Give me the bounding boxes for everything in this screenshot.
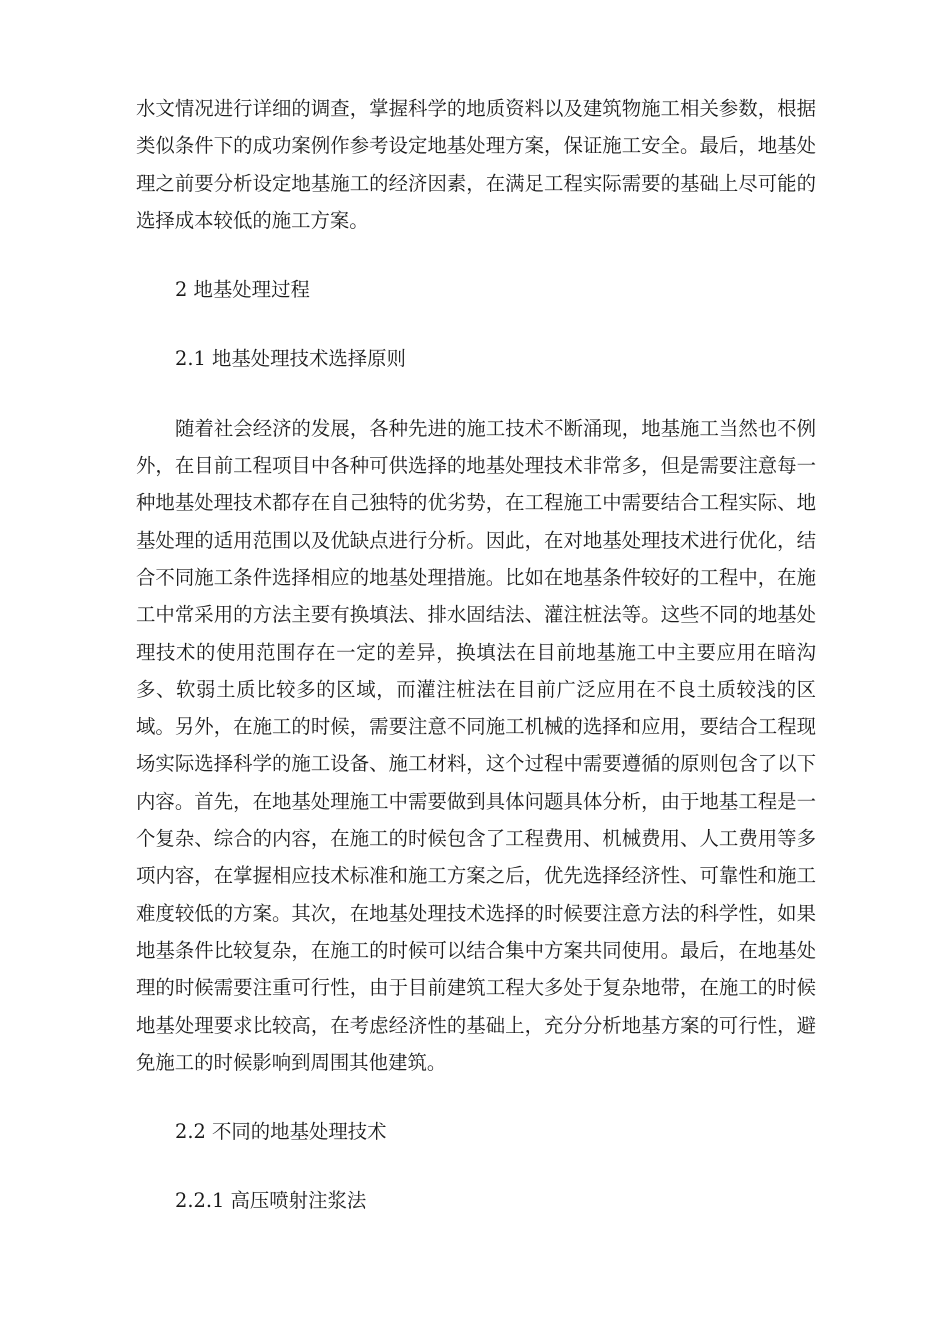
paragraph-continuation: 水文情况进行详细的调查，掌握科学的地质资料以及建筑物施工相关参数，根据类似条件下的成功案例作参考设定地基处理方案，保证施工安全。最后，地基处理之前要分析设定地基施工的经济因素，在满足工程实际需要的基础上尽可能的选择成本较低的施工方案。: [136, 97, 816, 232]
document-body: [136, 90, 816, 1220]
section-heading-2-2-1: 2.2.1 高压喷射注浆法: [175, 1189, 367, 1213]
paragraph-selection-principles: 随着社会经济的发展，各种先进的施工技术不断涌现，地基施工当然也不例外，在目前工程项目中各种可供选择的地基处理技术非常多，但是需要注意每一种地基处理技术都存在自己独特的优劣势，在工程施工中需要结合工程实际、地基处理的适用范围以及优缺点进行分析。因此，在对地基处理技术进行优化，结合不同施工条件选择相应的地基处理措施。比如在地基条件较好的工程中，在施工中常采用的方法主要有换填法、排水固结法、灌注桩法等。这些不同的地基处理技术的使用范围存在一定的差异，换填法在目前地基施工中主要应用在暗沟多、软弱土质比较多的区域，而灌注桩法在目前广泛应用在不良土质较浅的区域。另外，在施工的时候，需要注意不同施工机械的选择和应用，要结合工程现场实际选择科学的施工设备、施工材料，这个过程中需要遵循的原则包含了以下内容。首先，在地基处理施工中需要做到具体问题具体分析，由于地基工程是一个复杂、综合的内容，在施工的时候包含了工程费用、机械费用、人工费用等多项内容，在掌握相应技术标准和施工方案之后，优先选择经济性、可靠性和施工难度较低的方案。其次，在地基处理技术选择的时候要注意方法的科学性，如果地基条件比较复杂，在施工的时候可以结合集中方案共同使用。最后，在地基处理的时候需要注重可行性，由于目前建筑工程大多处于复杂地带，在施工的时候地基处理要求比较高，在考虑经济性的基础上，充分分析地基方案的可行性，避免施工的时候影响到周围其他建筑。: [136, 416, 816, 1074]
section-heading-2: 2 地基处理过程: [175, 278, 310, 302]
section-heading-2-1: 2.1 地基处理技术选择原则: [175, 347, 406, 371]
section-heading-2-2: 2.2 不同的地基处理技术: [175, 1120, 387, 1144]
